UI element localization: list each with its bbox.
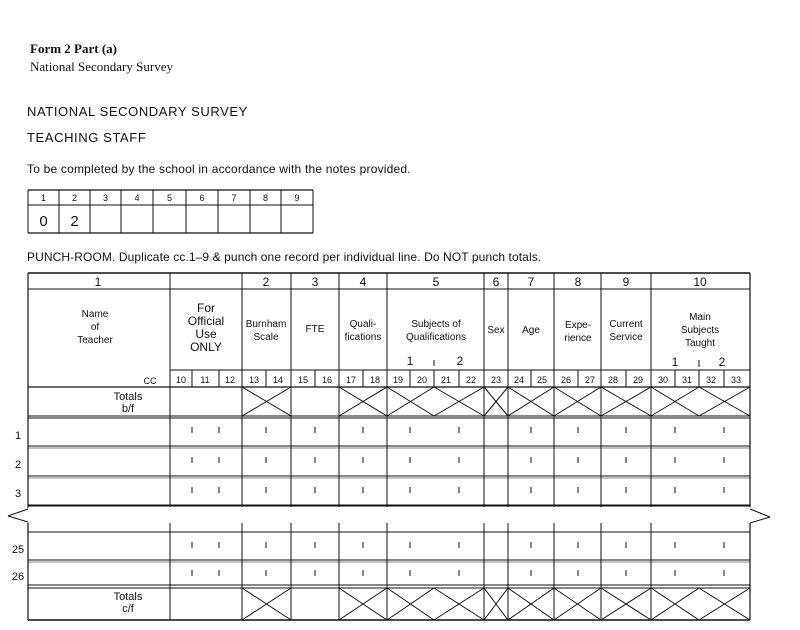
card-column-number: 29 bbox=[632, 375, 644, 385]
subjects-sub-2: 2 bbox=[456, 354, 464, 368]
row-number: 3 bbox=[14, 488, 22, 500]
header-fte: FTE bbox=[305, 324, 325, 335]
cc-label: CC bbox=[143, 376, 157, 386]
header-official: Official bbox=[187, 314, 225, 328]
group-number: 4 bbox=[359, 275, 367, 289]
code-column-number: 7 bbox=[231, 193, 237, 203]
header-current-service: Current bbox=[609, 319, 643, 330]
main-sub-2: 2 bbox=[718, 355, 726, 369]
instructions-text: To be completed by the school in accordance with the notes provided. bbox=[27, 162, 411, 176]
group-number: 2 bbox=[262, 275, 270, 289]
group-number: 9 bbox=[622, 275, 630, 289]
header-name: Name bbox=[81, 309, 109, 320]
totals-bf-label: Totals bbox=[113, 391, 143, 403]
group-number: 10 bbox=[693, 275, 707, 289]
form-label: Form 2 Part (a) bbox=[30, 41, 117, 56]
code-column-number: 6 bbox=[199, 193, 205, 203]
card-column-number: 32 bbox=[705, 375, 717, 385]
survey-label: National Secondary Survey bbox=[30, 59, 173, 74]
code-column-number: 1 bbox=[40, 193, 47, 203]
group-number: 1 bbox=[94, 275, 102, 289]
header-current-service: Service bbox=[609, 332, 643, 343]
row-number: 25 bbox=[11, 544, 25, 556]
card-column-number: 17 bbox=[345, 375, 357, 385]
main-sub-1: 1 bbox=[671, 355, 679, 369]
code-column-number: 2 bbox=[71, 193, 78, 203]
card-column-number: 26 bbox=[560, 375, 572, 385]
header-burnham: Burnham bbox=[245, 319, 287, 330]
header-subjects: Qualifications bbox=[405, 332, 467, 343]
subjects-sub-1: 1 bbox=[406, 354, 414, 368]
card-column-number: 23 bbox=[490, 375, 502, 385]
card-column-number: 25 bbox=[536, 375, 548, 385]
card-column-number: 20 bbox=[416, 375, 428, 385]
card-column-number: 15 bbox=[297, 375, 309, 385]
card-column-number: 22 bbox=[465, 375, 477, 385]
totals-cf-label: c/f bbox=[122, 603, 134, 615]
header-official: Use bbox=[195, 327, 217, 341]
row-number: 2 bbox=[14, 459, 22, 471]
header-sex: Sex bbox=[487, 325, 505, 336]
card-column-number: 27 bbox=[584, 375, 596, 385]
card-column-number: 31 bbox=[681, 375, 693, 385]
card-column-number: 30 bbox=[657, 375, 669, 385]
code-column-number: 8 bbox=[262, 193, 269, 203]
group-number: 6 bbox=[492, 275, 500, 289]
break-mask bbox=[8, 507, 770, 522]
row-number: 1 bbox=[14, 430, 22, 442]
header-official: ONLY bbox=[190, 340, 222, 354]
code-digit: 0 bbox=[39, 213, 48, 230]
group-number: 7 bbox=[527, 275, 535, 289]
punch-room-note: PUNCH-ROOM. Duplicate cc.1–9 & punch one record per individual line. Do NOT punch totals. bbox=[27, 250, 542, 264]
card-column-number: 24 bbox=[513, 375, 525, 385]
totals-bf-label: b/f bbox=[121, 403, 135, 415]
header-main-subjects: Main bbox=[689, 312, 711, 323]
code-column-number: 4 bbox=[134, 193, 140, 203]
card-column-number: 21 bbox=[440, 375, 452, 385]
card-column-number: 14 bbox=[272, 375, 284, 385]
header-name: of bbox=[90, 322, 100, 333]
header-subjects: Subjects of bbox=[411, 319, 461, 330]
totals-cf-label: Totals bbox=[113, 591, 143, 603]
header-age: Age bbox=[522, 325, 540, 336]
section-title: TEACHING STAFF bbox=[27, 130, 147, 145]
code-digit: 2 bbox=[70, 213, 79, 230]
row-number: 26 bbox=[11, 571, 25, 583]
group-number: 3 bbox=[311, 275, 319, 289]
header-experience: Expe- bbox=[564, 320, 592, 331]
code-column-number: 3 bbox=[102, 193, 109, 203]
group-number: 8 bbox=[574, 275, 582, 289]
header-name: Teacher bbox=[77, 335, 113, 346]
header-official: For bbox=[197, 301, 215, 315]
card-column-number: 16 bbox=[321, 375, 333, 385]
survey-title: NATIONAL SECONDARY SURVEY bbox=[27, 104, 248, 119]
card-column-number: 13 bbox=[248, 375, 260, 385]
header-qualifications: fications bbox=[344, 332, 382, 343]
card-column-number: 11 bbox=[200, 375, 210, 385]
group-number: 5 bbox=[432, 275, 440, 289]
card-column-number: 33 bbox=[730, 375, 742, 385]
code-column-number: 5 bbox=[166, 193, 173, 203]
card-column-number: 12 bbox=[224, 375, 236, 385]
header-burnham: Scale bbox=[253, 332, 279, 343]
header-qualifications: Quali- bbox=[349, 319, 377, 330]
header-main-subjects: Subjects bbox=[680, 325, 720, 336]
header-main-subjects: Taught bbox=[684, 338, 716, 349]
card-column-number: 28 bbox=[607, 375, 619, 385]
card-column-number: 19 bbox=[392, 375, 404, 385]
card-column-number: 18 bbox=[369, 375, 381, 385]
card-column-number: 10 bbox=[175, 375, 187, 385]
code-column-number: 9 bbox=[294, 193, 300, 203]
header-experience: rience bbox=[564, 333, 592, 344]
